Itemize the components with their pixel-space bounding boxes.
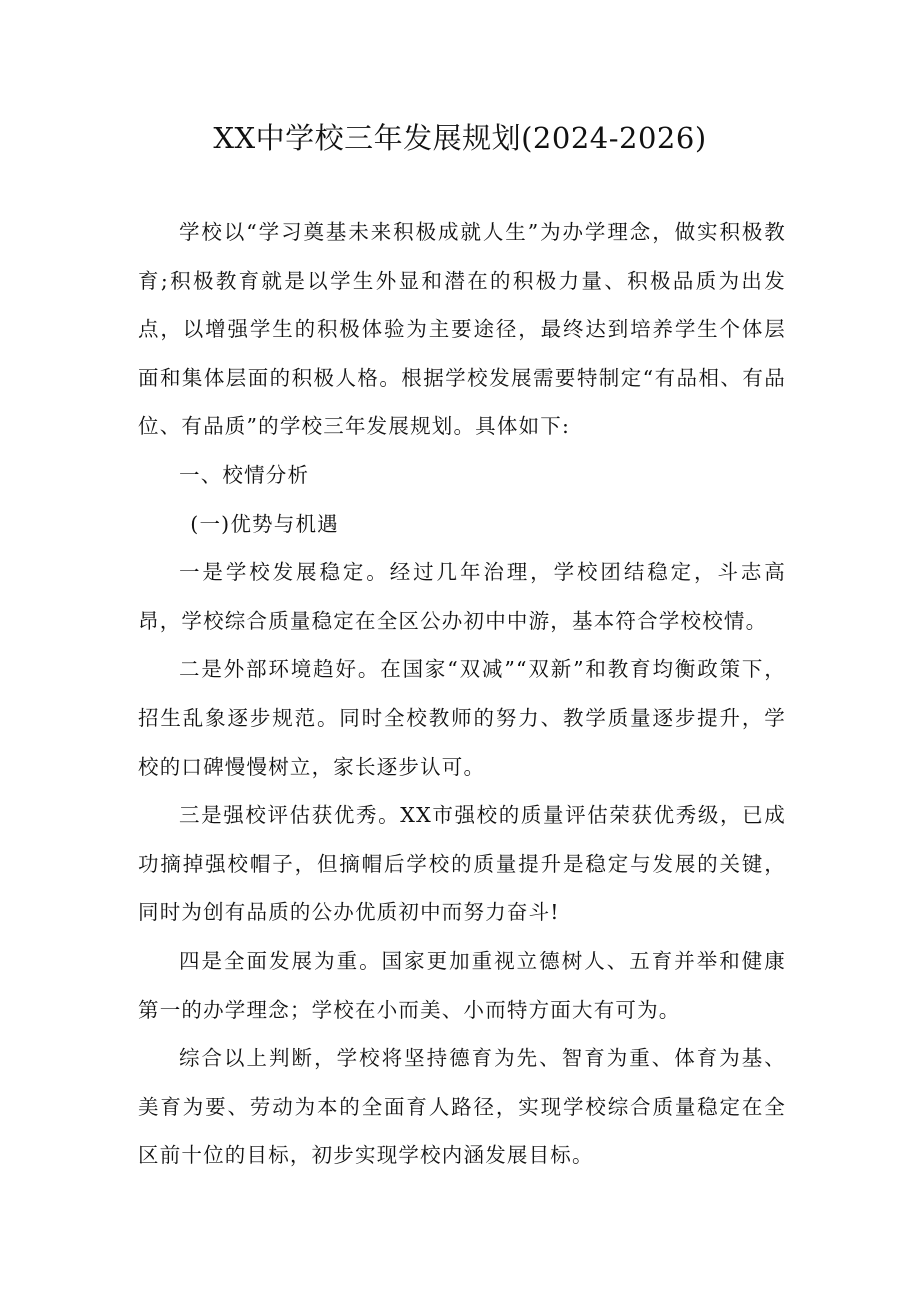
document-body bbox=[138, 208, 786, 1180]
document-title: XX中学校三年发展规划(2024-2026) bbox=[213, 121, 707, 155]
body-paragraph: 三是强校评估获优秀。XX市强校的质量评估荣获优秀级，已成功摘掉强校帽子，但摘帽后学校的质量提升是稳定与发展的关键，同时为创有品质的公办优质初中而努力奋斗! bbox=[138, 803, 786, 925]
body-paragraph: 一是学校发展稳定。经过几年治理，学校团结稳定，斗志高昂，学校综合质量稳定在全区公办初中中游，基本符合学校校情。 bbox=[138, 560, 786, 633]
body-paragraph: 四是全面发展为重。国家更加重视立德树人、五育并举和健康第一的办学理念；学校在小而美、小而特方面大有可为。 bbox=[138, 948, 786, 1022]
section-heading: 一、校情分析 bbox=[179, 462, 310, 487]
body-paragraph: 二是外部环境趋好。在国家“双减”“双新”和教育均衡政策下，招生乱象逐步规范。同时全校教师的努力、教学质量逐步提升，学校的口碑慢慢树立，家长逐步认可。 bbox=[138, 657, 786, 779]
body-paragraph: 综合以上判断，学校将坚持德育为先、智育为重、体育为基、美育为要、劳动为本的全面育人路径，实现学校综合质量稳定在全区前十位的目标，初步实现学校内涵发展目标。 bbox=[138, 1046, 786, 1168]
subsection-heading: (一)优势与机遇 bbox=[190, 511, 339, 536]
intro-paragraph: 学校以“学习奠基未来积极成就人生”为办学理念，做实积极教育;积极教育就是以学生外显和潜在的积极力量、积极品质为出发点，以增强学生的积极体验为主要途径，最终达到培养学生个体层面和集体层面的积极人格。根据学校发展需要特制定“有品相、有品位、有品质”的学校三年发展规划。具体如下: bbox=[138, 220, 786, 439]
